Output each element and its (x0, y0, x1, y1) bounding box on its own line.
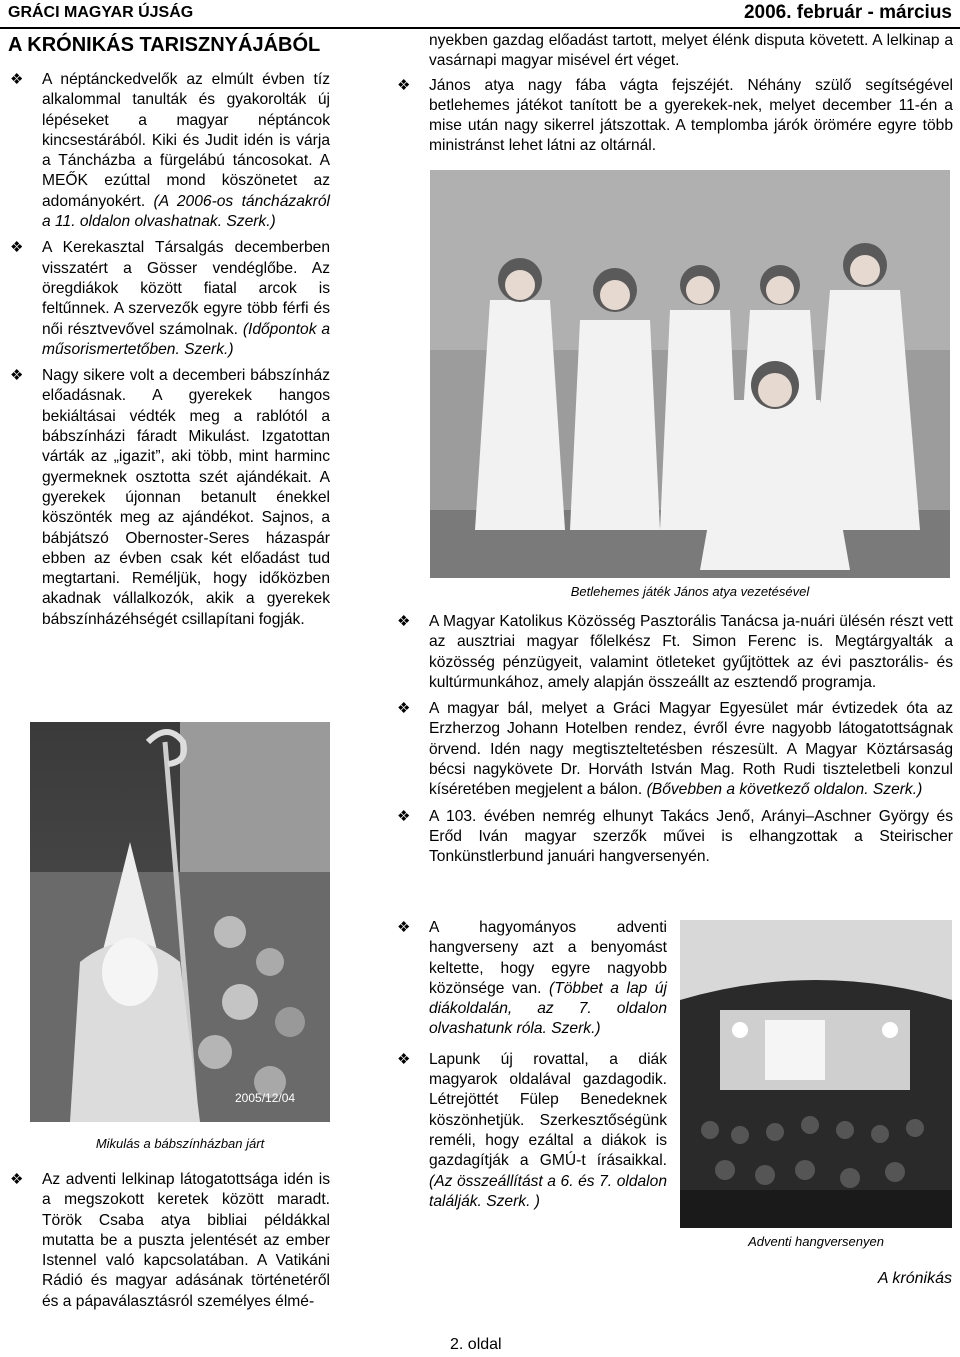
news-item-text: A hagyományos adventi hangverseny azt a benyomást keltette, hogy egyre nagyobb közönsége van. (429, 919, 667, 997)
news-item-student-page (395, 1050, 667, 1212)
right-column-middle (395, 612, 953, 874)
santa-photo-image (30, 722, 330, 1122)
news-item-retreat (8, 1170, 330, 1312)
news-item-composers (395, 807, 953, 868)
left-column (8, 70, 330, 636)
concert-photo-caption: Adventi hangversenyen (748, 1234, 884, 1249)
advent-concert-photo (680, 920, 952, 1228)
santa-puppet-photo (30, 722, 330, 1122)
editor-note: (Időpontok a műsorismertetőben. Szerk.) (42, 320, 330, 358)
nativity-photo-caption: Betlehemes játék János atya vezetésével (570, 584, 810, 599)
news-item-text: A néptánckedvelők az elmúlt évben tíz alkalommal tanulták és gyakorolták új lépéseket a magyar néptáncok kincsestárából. Kiki és Judit idén is várja a Táncházba a fürgelábú táncosokat. A MEŐK ezúttal mond köszönetet az adományokért. (42, 71, 330, 210)
continued-text: nyekben gazdag előadást tartott, melyet élénk disputa követett. A lelkinap a vasárnapi magyar misével ért véget. (429, 32, 953, 70)
left-column-bottom (8, 1170, 330, 1318)
diamond-bullet-icon: ❖ (397, 700, 411, 718)
news-item-text: Nagy sikere volt a decemberi bábszínház előadásnak. A gyerekek hangos bekiáltásai védték meg a rablótól a bábszínházi fáradt Mikulást. Izgatottan várták az „igazit”, aki több, mint harminc gyermeknek osztotta szét ajándékait. A gyerekek újonnan betanult énekkel köszönték meg az ajándékot. Sajnos, a bábjátszó Obernoster-Seres házaspár ebben az évben csak két előadást tud megtartani. Reméljük, hogy időközben akadnak vállalkozók, akik a gyerekek bábszínházéhségét csillapítani fogják. (42, 367, 330, 628)
news-item-text: A magyar bál, melyet a Gráci Magyar Egyesület már évtizedek óta az Erzherzog Johann Hotelben rendez, évről évre nagyobb látogatottságnak örvend. Idén nagy megtiszteltetésben részesült. A Magyar Köztársaság bécsi nagykövete Dr. Horváth István Mag. Roth Rudi tiszteletbeli konzul kíséretében megjelent a bálon. (429, 700, 953, 799)
diamond-bullet-icon: ❖ (397, 919, 411, 936)
diamond-bullet-icon: ❖ (10, 367, 24, 385)
diamond-bullet-icon: ❖ (397, 613, 411, 630)
news-item-ball (395, 699, 953, 800)
editor-note: (A 2006-os táncházakról a 11. oldalon olvashatnak. Szerk.) (42, 192, 330, 231)
page-number: 2. oldal (450, 1336, 502, 1353)
right-column-bottom (395, 918, 667, 1218)
news-item-text: Lapunk új rovattal, a diák magyarok oldalával gazdagodik. Létrejöttét Fülep Benedeknek köszönhetjük. Szerkesztőségünk reméli, hogy ezáltal a diákok is gazdagítják a GMÚ-t írásaikkal. (429, 1050, 667, 1170)
section-title: A KRÓNIKÁS TARISZNYÁJÁBÓL (8, 34, 321, 56)
nativity-photo-image (430, 170, 950, 578)
diamond-bullet-icon: ❖ (10, 1171, 24, 1188)
editor-note: (Az összeállítást a 6. és 7. oldalon találják. Szerk. ) (429, 1172, 667, 1210)
news-item-nativity (395, 76, 953, 157)
editor-note: (Többet a lap új diákoldalán, az 7. oldalon olvashatunk róla. Szerk.) (429, 979, 667, 1038)
diamond-bullet-icon: ❖ (10, 71, 24, 88)
header-rule (0, 27, 960, 29)
diamond-bullet-icon: ❖ (397, 807, 411, 825)
news-item-text: A Magyar Katolikus Közösség Pasztorális Tanácsa ja-nuári ülésén részt vett az ausztriai magyar főlelkész Ft. Simon Ferenc is. Megtárgyalták a közösség pénzügyeit, valamint ötleteket gyűjtöttek az évi pasztorális- és kultúrmunkához, amely alapján összeállt az esztendő programja. (429, 613, 953, 691)
diamond-bullet-icon: ❖ (10, 239, 24, 257)
news-item-text: Az adventi lelkinap látogatottsága idén is a megszokott keretek között maradt. Török Csaba atya bibliai példákkal mutatta be a puszta jelentését az ember Istennel való kapcsolatában. A Vatikáni Rádió és magyar adásának történetéről és a pápaválasztásról személyes élmé- (42, 1171, 330, 1310)
news-item-puppet (8, 366, 330, 630)
santa-photo-caption: Mikulás a bábszínházban járt (95, 1136, 265, 1151)
nativity-play-photo (430, 170, 950, 578)
news-item-text: A 103. évében nemrég elhunyt Takács Jenő, Arányi–Aschner György és Erőd Iván magyar szerzők művei is elhangzottak a Steirischer Tonkünstlerbund januári hangversenyén. (429, 807, 953, 866)
news-item-text: János atya nagy fába vágta fejszéjét. Néhány szülő segítségével betlehemes játékot tanított be a gyerekek-nek, melyet december 11-én a mise után nagy sikerrel játszottak. A templomba járók örömére egyre több ministránst lehet látni az oltárnál. (429, 76, 953, 155)
right-column-top (395, 31, 953, 163)
editor-note: (Bővebben a következő oldalon. Szerk.) (646, 781, 923, 799)
publication-title: GRÁCI MAGYAR ÚJSÁG (8, 4, 194, 21)
news-item-pastoral-council (395, 612, 953, 693)
diamond-bullet-icon: ❖ (397, 76, 411, 94)
concert-photo-image (680, 920, 952, 1228)
author-signature: A krónikás (877, 1270, 952, 1287)
news-item-advent-concert (395, 918, 667, 1040)
issue-date: 2006. február - március (743, 2, 952, 23)
diamond-bullet-icon: ❖ (397, 1050, 411, 1068)
news-item-text: A Kerekasztal Társalgás decemberben visszatért a Gösser vendéglőbe. Az öregdiákok között fiatal arcok is feltűnnek. A szervezők egyre több férfi és női résztvevővel számolnak. (42, 239, 330, 338)
news-item-roundtable (8, 238, 330, 360)
news-item-dance (8, 70, 330, 232)
photo-date-stamp: 2005/12/04 (235, 1091, 296, 1105)
